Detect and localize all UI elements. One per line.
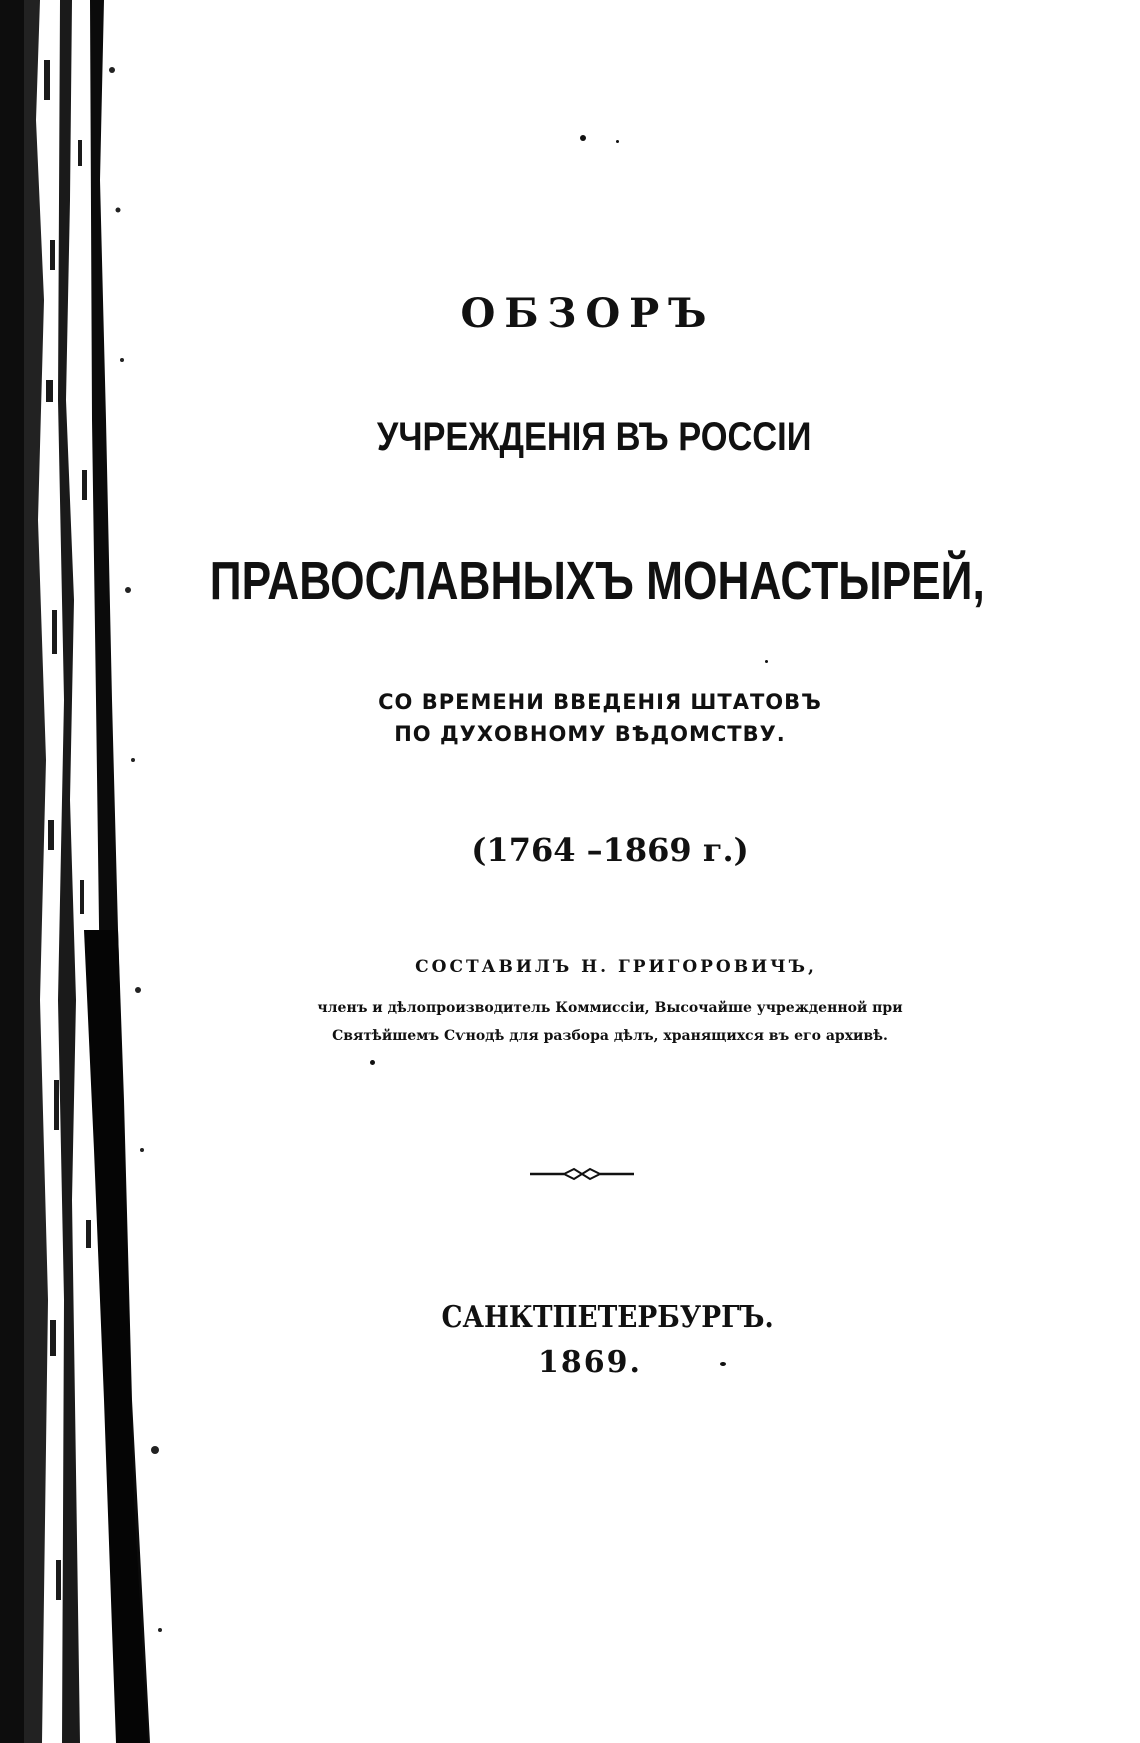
scanned-binding-edge: [0, 0, 170, 1743]
subtitle-line-1: СО ВРЕМЕНИ ВВЕДЕНІЯ ШТАТОВЪ: [378, 690, 822, 714]
scan-speck: [580, 135, 586, 141]
scan-speck: [720, 1362, 726, 1366]
scan-speck: [616, 140, 619, 143]
imprint-city: САНКТПЕТЕРБУРГЪ.: [441, 1300, 774, 1335]
subtitle-line-2: ПО ДУХОВНОМУ ВѢДОМСТВУ.: [394, 722, 786, 746]
scan-speck: [765, 660, 768, 663]
compiled-by: СОСТАВИЛЪ Н. ГРИГОРОВИЧЪ,: [415, 957, 817, 977]
author-description-line-1: членъ и дѣлопроизводитель Коммиссіи, Высочайше учрежденной при: [317, 1000, 903, 1016]
ornament-divider: [530, 1166, 634, 1182]
date-range: (1764 –1869 г.): [471, 831, 749, 869]
scan-speck: [370, 1060, 375, 1065]
title-line-3: ПРАВОСЛАВНЫХЪ МОНАСТЫРЕЙ,: [209, 551, 985, 611]
title-line-1: ОБЗОРЪ: [460, 290, 716, 337]
title-line-2: УЧРЕЖДЕНІЯ ВЪ РОССІИ: [376, 415, 812, 459]
imprint-year: 1869.: [538, 1345, 642, 1380]
author-description-line-2: Святѣйшемъ Сѵнодѣ для разбора дѣлъ, хранящихся въ его архивѣ.: [332, 1028, 888, 1044]
